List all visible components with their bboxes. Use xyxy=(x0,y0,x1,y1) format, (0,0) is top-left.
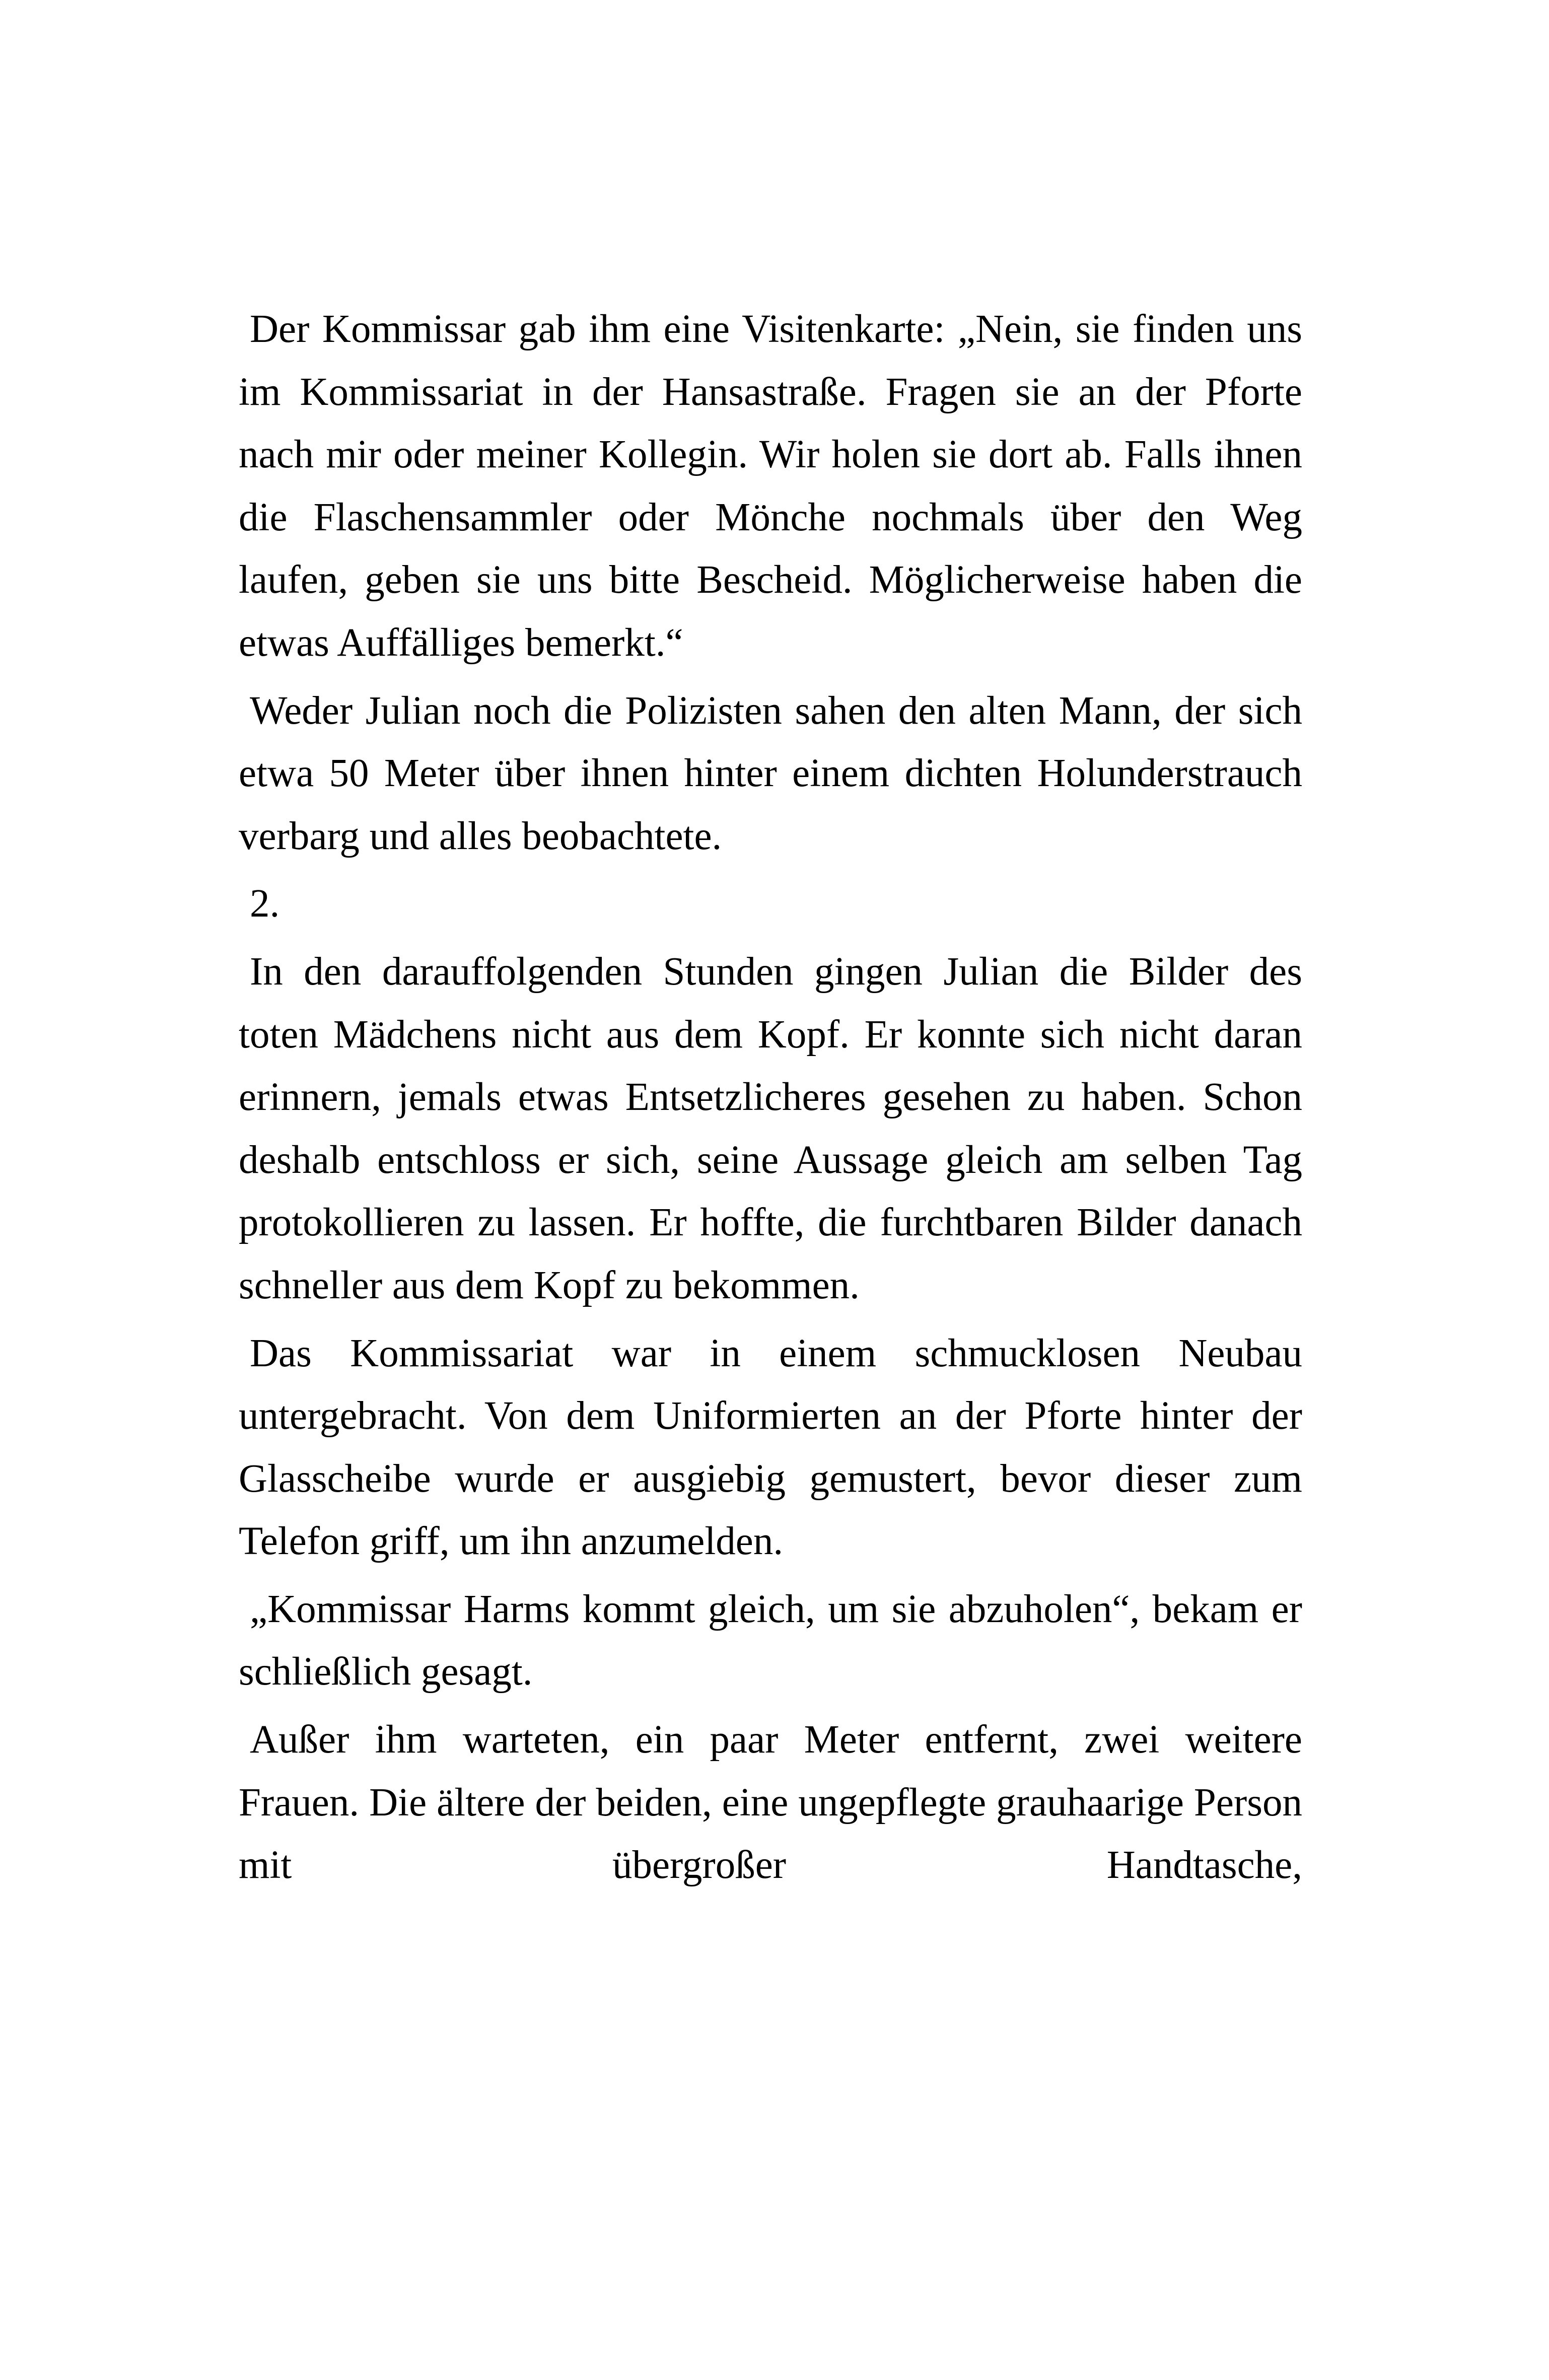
paragraph-visitenkarte: Der Kommissar gab ihm eine Visitenkarte: „Nein, sie finden uns im Kommissariat in der Hansastraße. Fragen sie an der Pforte nach mir oder meiner Kollegin. Wir holen sie dort ab. Falls ihnen die Flaschensammler oder Mönche nochmals über den Weg laufen, geben sie uns bitte Bescheid. Möglicherweise haben die etwas Auffälliges bemerkt.“ xyxy=(239,307,1302,665)
paragraph-alter-mann: Weder Julian noch die Polizisten sahen den alten Mann, der sich etwa 50 Meter über ihnen hinter einem dichten Holunderstrauch verbarg und alles beobachtete. xyxy=(239,688,1302,858)
page-body-text xyxy=(239,298,1302,1902)
paragraph-kommissariat: Das Kommissariat war in einem schmucklosen Neubau untergebracht. Von dem Uniformierten an der Pforte hinter der Glasscheibe wurde er ausgiebig gemustert, bevor dieser zum Telefon griff, um ihn anzumelden. xyxy=(239,1331,1302,1564)
chapter-number: 2. xyxy=(250,882,280,926)
paragraph-wartende-frauen: Außer ihm warteten, ein paar Meter entfernt, zwei weitere Frauen. Die ältere der beiden, eine ungepflegte grauhaarige Person mit übergroßer Handtasche, xyxy=(239,1718,1302,1887)
paragraph-kommissar-harms: „Kommissar Harms kommt gleich, um sie abzuholen“, bekam er schließlich gesagt. xyxy=(239,1587,1302,1694)
paragraph-bilder-im-kopf: In den darauffolgenden Stunden gingen Julian die Bilder des toten Mädchens nicht aus dem Kopf. Er konnte sich nicht daran erinnern, jemals etwas Entsetzlicheres gesehen zu haben. Schon deshalb entschloss er sich, seine Aussage gleich am selben Tag protokollieren zu lassen. Er hoffte, die furchtbaren Bilder danach schneller aus dem Kopf zu bekommen. xyxy=(239,949,1302,1307)
